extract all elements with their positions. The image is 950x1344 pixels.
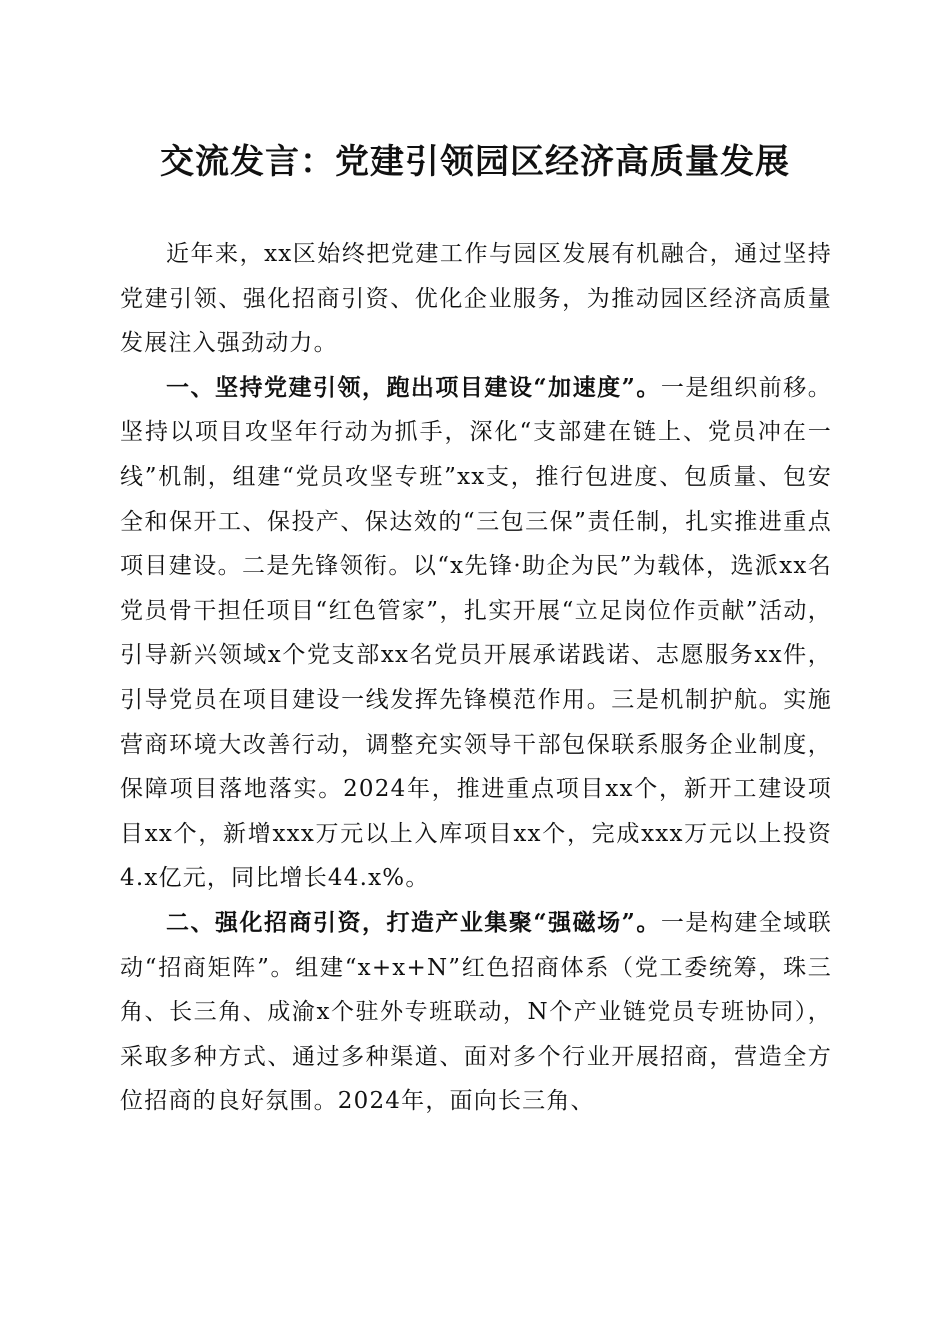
section-2-body: 一是构建全域联动“招商矩阵”。组建“x+x+N”红色招商体系（党工委统筹，珠三角、长三角、成渝x个驻外专班联动，N个产业链党员专班协同），采取多种方式、通过多种渠道、面对多个行业开展招商，营造全方位招商的良好氛围。2024年，面向长三角、 [120,909,832,1115]
section-1-heading: 一、坚持党建引领，跑出项目建设“加速度”。 [166,373,661,401]
section-2-paragraph [120,901,832,1124]
document-body [120,232,832,1124]
section-2-heading: 二、强化招商引资，打造产业集聚“强磁场”。 [166,908,661,936]
document-title: 交流发言：党建引领园区经济高质量发展 [160,142,790,182]
intro-paragraph: 近年来，xx区始终把党建工作与园区发展有机融合，通过坚持党建引领、强化招商引资、优化企业服务，为推动园区经济高质量发展注入强劲动力。 [120,241,832,357]
section-1-body: 一是组织前移。坚持以项目攻坚年行动为抓手，深化“支部建在链上、党员冲在一线”机制，组建“党员攻坚专班”xx支，推行包进度、包质量、包安全和保开工、保投产、保达效的“三包三保”责任制，扎实推进重点项目建设。二是先锋领衔。以“x先锋·助企为民”为载体，选派xx名党员骨干担任项目“红色管家”，扎实开展“立足岗位作贡献”活动，引导新兴领域x个党支部xx名党员开展承诺践诺、志愿服务xx件，引导党员在项目建设一线发挥先锋模范作用。三是机制护航。实施营商环境大改善行动，调整充实领导干部包保联系服务企业制度，保障项目落地落实。2024年，推进重点项目xx个，新开工建设项目xx个，新增xxx万元以上入库项目xx个，完成xxx万元以上投资4.x亿元，同比增长44.x%。 [120,374,832,892]
section-1-paragraph [120,366,832,901]
